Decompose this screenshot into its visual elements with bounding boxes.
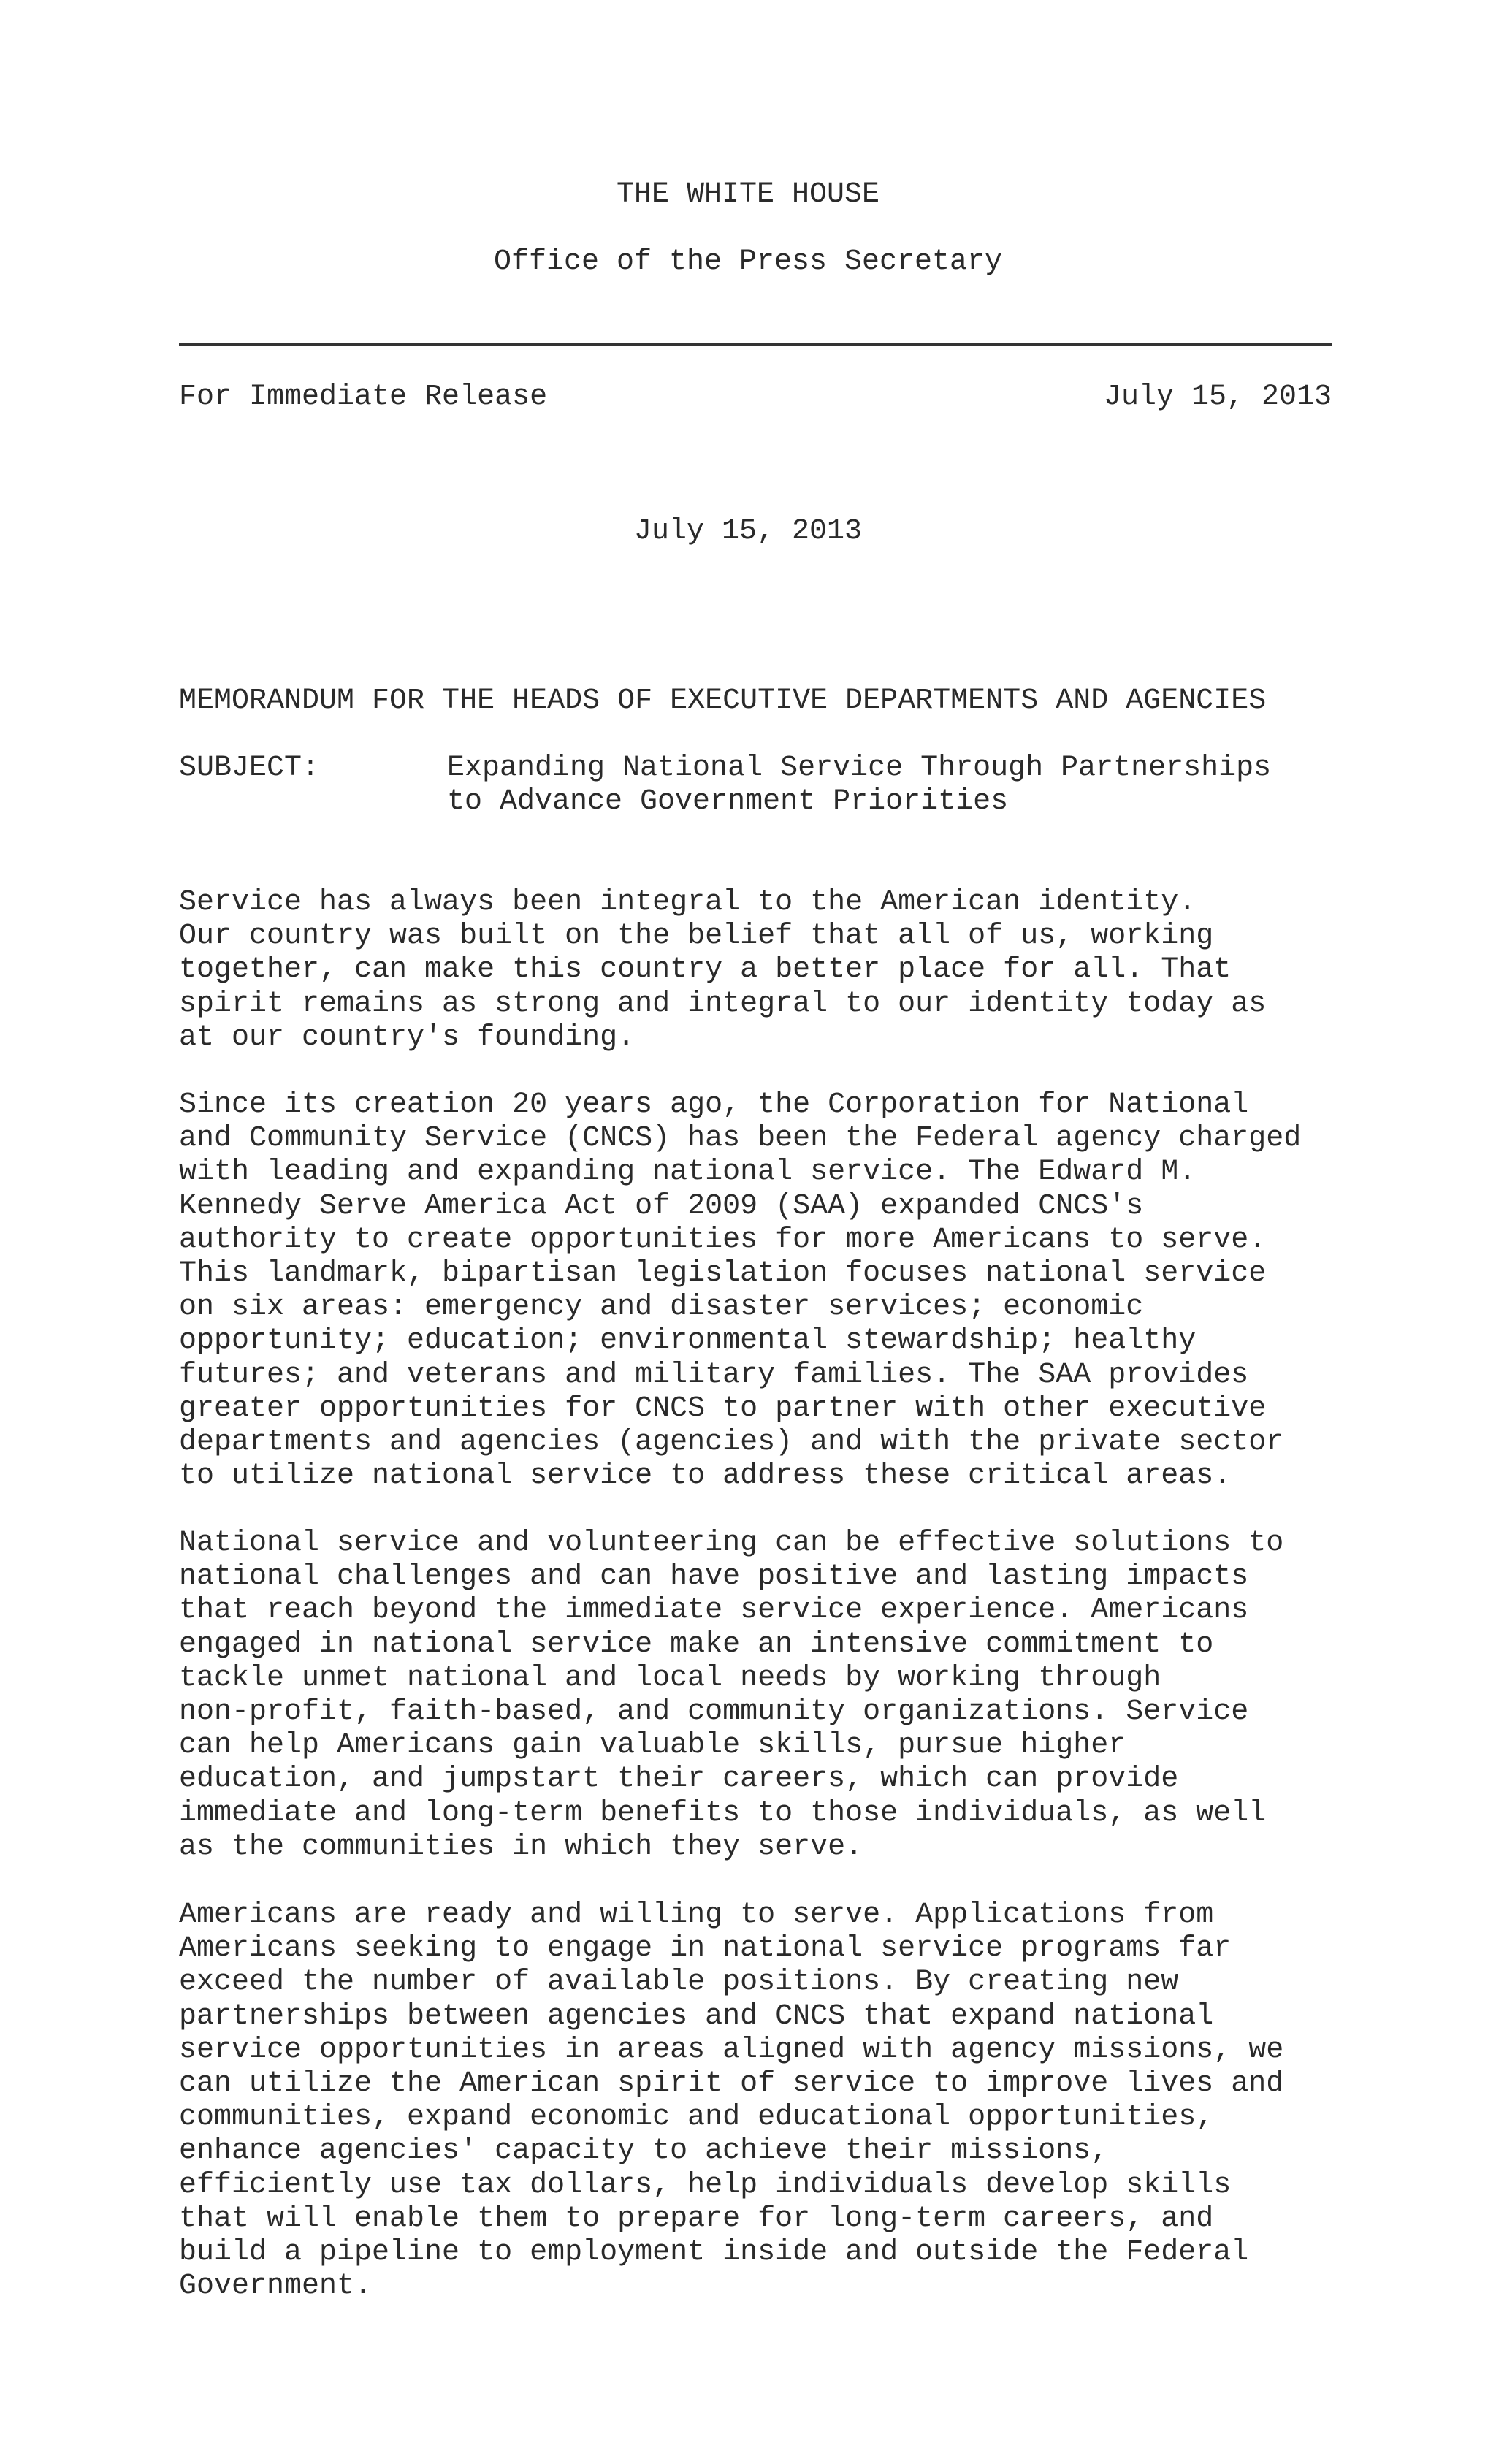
subject-line-1: Expanding National Service Through Partnerships	[447, 752, 1272, 785]
header-divider	[179, 343, 1332, 346]
memo-date: July 15, 2013	[633, 515, 863, 548]
body-paragraph-4: Americans are ready and willing to serve. Applications from Americans seeking to engage in national service programs far exceed the number of available positions. By creating new partnerships between agencies and CNCS that expand national service opportunities in areas aligned with agency missions, we can utilize the American spirit of service to improve lives and communities, expand economic and educational opportunities, enhance agencies' capacity to achieve their missions, efficiently use tax dollars, help individuals develop skills that will enable them to prepare for long-term careers, and build a pipeline to employment inside and outside the Federal Government.	[179, 1899, 1284, 2303]
memo-addressee: MEMORANDUM FOR THE HEADS OF EXECUTIVE DEPARTMENTS AND AGENCIES	[179, 684, 1267, 717]
institution-heading: THE WHITE HOUSE	[616, 178, 880, 211]
release-date: July 15, 2013	[1103, 381, 1332, 413]
office-heading: Office of the Press Secretary	[493, 245, 1003, 278]
body-paragraph-2: Since its creation 20 years ago, the Corporation for National and Community Service (CNCS) has been the Federal agency charged with leading and expanding national service. The Edward M. Kennedy Serve America Act of 2009 (SAA) expanded CNCS's authority to create opportunities for more Americans to serve. This landmark, bipartisan legislation focuses national service on six areas: emergency and disaster services; economic opportunity; education; environmental stewardship; healthy futures; and veterans and military families. The SAA provides greater opportunities for CNCS to partner with other executive departments and agencies (agencies) and with the private sector to utilize national service to address these critical areas.	[179, 1088, 1302, 1493]
body-paragraph-1: Service has always been integral to the American identity. Our country was built on the belief that all of us, working together, can make this country a better place for all. That spirit remains as strong and integral to our identity today as at our country's founding.	[179, 886, 1267, 1054]
release-label: For Immediate Release	[179, 381, 548, 413]
body-paragraph-3: National service and volunteering can be effective solutions to national challenges and can have positive and lasting impacts that reach beyond the immediate service experience. Americans engaged in national service make an intensive commitment to tackle unmet national and local needs by working through non-profit, faith-based, and community organizations. Service can help Americans gain valuable skills, pursue higher education, and jumpstart their careers, which can provide immediate and long-term benefits to those individuals, as well as the communities in which they serve.	[179, 1527, 1284, 1864]
subject-label: SUBJECT:	[179, 752, 320, 785]
subject-line-2: to Advance Government Priorities	[447, 785, 1009, 818]
